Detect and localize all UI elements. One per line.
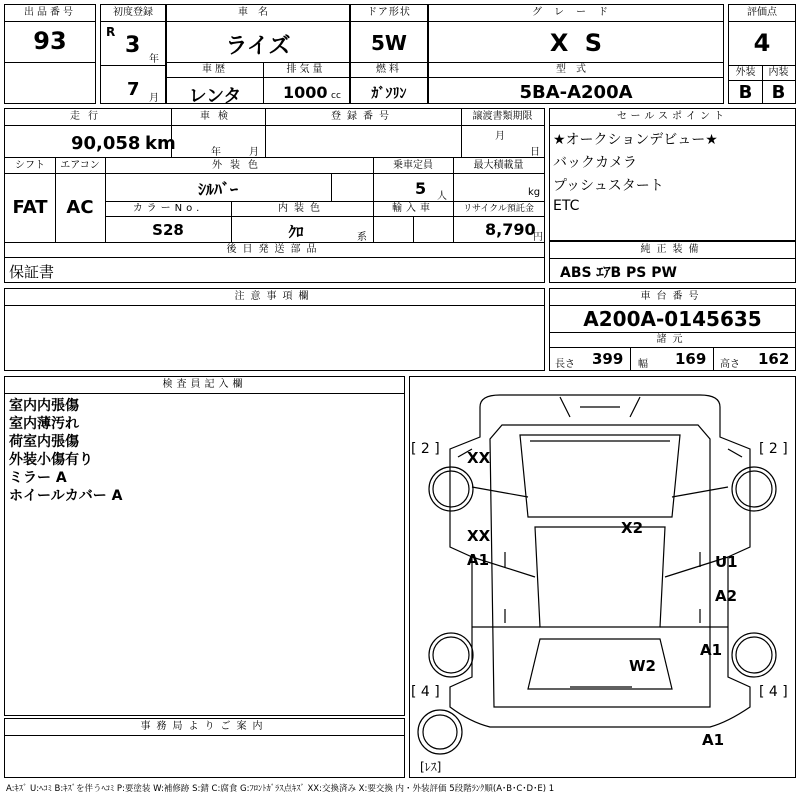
equipment-label: 純正装備 <box>640 244 705 255</box>
inspector-line-3: 荷室内張傷 <box>9 434 79 450</box>
damage-mark-rear-bumper: A1 <box>702 731 725 749</box>
tyre-count-front-right: [ 2 ] <box>759 441 788 457</box>
later-parts: 保証書 <box>9 263 55 281</box>
ext-color: ｼﾙﾊﾞｰ <box>197 180 238 199</box>
inspector-line-2: 室内薄汚れ <box>9 416 79 432</box>
exterior-label: 外装 <box>735 67 756 78</box>
office-box <box>4 718 405 778</box>
exterior-score: B <box>738 82 753 103</box>
chassis-box <box>549 288 796 371</box>
inspection-month-unit: 月 <box>249 147 259 158</box>
chassis-number: A200A-0145635 <box>583 307 762 331</box>
car-outline <box>410 377 795 777</box>
mileage-label: 走行 <box>70 111 106 122</box>
lot-label: 出品番号 <box>24 7 76 18</box>
score: 4 <box>753 29 771 57</box>
spare-tyre-label: [ﾚｽ] <box>420 760 442 774</box>
door-label: ドア形状 <box>367 7 411 18</box>
sales-point-3: プッシュスタート <box>553 178 664 194</box>
sales-point-1: ★オークションデビュー★ <box>553 132 718 148</box>
door-type: 5W <box>371 31 407 55</box>
equipment-box <box>549 241 796 283</box>
reg-no-label: 登録番号 <box>331 111 395 122</box>
history: レンタ <box>188 86 242 107</box>
score-box <box>728 4 796 104</box>
fuel: ｶﾞｿﾘﾝ <box>371 86 407 102</box>
chassis-label: 車台番号 <box>640 291 705 302</box>
reg-year: 3 <box>125 33 141 58</box>
month-unit: 月 <box>149 93 159 104</box>
tyre-count-front-left: [ 2 ] <box>411 441 440 457</box>
length: 399 <box>592 350 624 368</box>
history-label: 車歴 <box>202 64 228 75</box>
transfer-label: 譲渡書類期限 <box>472 111 533 122</box>
height-label: 高さ <box>720 359 740 370</box>
import-label: 輸入車 <box>392 203 434 214</box>
notes-label: 注意事項欄 <box>234 291 315 302</box>
tyre-count-rear-left: [ 4 ] <box>411 684 440 700</box>
displacement: 1000 <box>283 83 328 102</box>
damage-mark-rear-fender-right: A1 <box>700 641 723 659</box>
int-color: ｸﾛ <box>288 223 304 241</box>
sales-point-label: セールスポイント <box>616 111 729 122</box>
model: 5BA-A200A <box>519 82 633 103</box>
grade-box <box>428 4 724 104</box>
width-label: 幅 <box>638 359 648 370</box>
shift: FAT <box>12 197 48 218</box>
color-no-label: カラーNo. <box>132 203 204 214</box>
damage-mark-windshield: X2 <box>621 519 644 537</box>
load-label: 最大積載量 <box>473 160 524 171</box>
mileage-unit: km <box>145 133 176 154</box>
displacement-unit: cc <box>331 91 341 101</box>
reg-month: 7 <box>127 79 140 100</box>
info-block <box>4 108 545 283</box>
score-label: 評価点 <box>747 7 777 18</box>
length-label: 長さ <box>555 359 575 370</box>
fuel-label: 燃料 <box>376 64 402 75</box>
era: R <box>106 25 116 39</box>
office-label: 事務局よりご案内 <box>140 721 269 732</box>
width: 169 <box>675 350 707 368</box>
inspector-box <box>4 376 405 716</box>
damage-mark-rear-window: W2 <box>629 657 656 675</box>
car-diagram <box>409 376 796 778</box>
specs-label: 諸元 <box>656 334 689 345</box>
door-box <box>350 4 428 104</box>
damage-mark-rear-door-right: A2 <box>715 587 738 605</box>
lot-box <box>4 4 96 104</box>
sales-point-2: バックカメラ <box>553 155 637 171</box>
damage-mark-front-left: XX <box>467 449 491 467</box>
lot-number: 93 <box>33 27 67 55</box>
ext-color-label: 外装色 <box>212 160 266 171</box>
inspector-line-5: ミラー A <box>9 470 67 486</box>
inspection-label: 車検 <box>200 111 236 122</box>
first-registration-box <box>100 4 166 104</box>
interior-score: B <box>771 82 786 103</box>
recycle-label: リサイクル預託金 <box>463 204 534 214</box>
legend: A:ｷｽﾞ U:ﾍｺﾐ B:ｷｽﾞを伴うﾍｺﾐ P:要塗装 W:補修跡 S:錆 C:腐食 G:ﾌﾛﾝﾄｶﾞﾗｽ点ｷｽﾞ XX:交換済み X:要交換 内・外装評価 5段階ﾗﾝｸ順(A･B･C･D･E) 1 <box>6 784 555 794</box>
inspector-line-1: 室内内張傷 <box>9 398 79 414</box>
notes-box <box>4 288 545 371</box>
car-name: ライズ <box>225 34 291 59</box>
capacity: 5 <box>415 179 427 198</box>
equipment: ABS ｴｱB PS PW <box>560 265 677 281</box>
color-no: S28 <box>152 221 184 239</box>
transfer-day-unit: 日 <box>530 147 540 158</box>
load-unit: kg <box>528 187 541 198</box>
sales-point-box <box>549 108 796 241</box>
grade: X S <box>549 29 603 57</box>
tyre-count-rear-right: [ 4 ] <box>759 684 788 700</box>
inspector-line-4: 外装小傷有り <box>9 452 93 468</box>
car-name-box <box>166 4 350 107</box>
damage-mark-rear-door-left: A1 <box>467 551 490 569</box>
later-parts-label: 後日発送部品 <box>226 244 323 255</box>
car-name-label: 車名 <box>238 7 278 18</box>
sales-point-4: ETC <box>553 198 580 214</box>
ac: AC <box>66 197 94 218</box>
damage-mark-front-door-left: XX <box>467 527 491 545</box>
ac-label: エアコン <box>60 160 100 171</box>
mileage: 90,058 <box>71 133 141 154</box>
inspection-year-unit: 年 <box>211 147 221 158</box>
int-color-label: 内装色 <box>278 203 326 214</box>
recycle-amount: 8,790 <box>485 220 536 239</box>
capacity-label: 乗車定員 <box>393 160 433 171</box>
shift-label: シフト <box>15 160 45 171</box>
first-reg-label: 初度登録 <box>113 7 153 18</box>
int-color-unit: 系 <box>357 232 367 243</box>
year-unit: 年 <box>149 54 159 65</box>
height: 162 <box>758 350 790 368</box>
damage-mark-front-door-right: U1 <box>715 553 738 571</box>
inspector-line-6: ホイールカバー A <box>9 488 123 504</box>
capacity-unit: 人 <box>437 191 447 202</box>
recycle-unit: 円 <box>533 232 543 243</box>
model-label: 型式 <box>556 64 596 75</box>
interior-label: 内装 <box>768 67 789 78</box>
grade-label: グレード <box>532 7 620 18</box>
inspector-label: 検査員記入欄 <box>162 379 247 390</box>
displacement-label: 排気量 <box>286 64 326 75</box>
transfer-month-unit: 月 <box>495 131 505 142</box>
